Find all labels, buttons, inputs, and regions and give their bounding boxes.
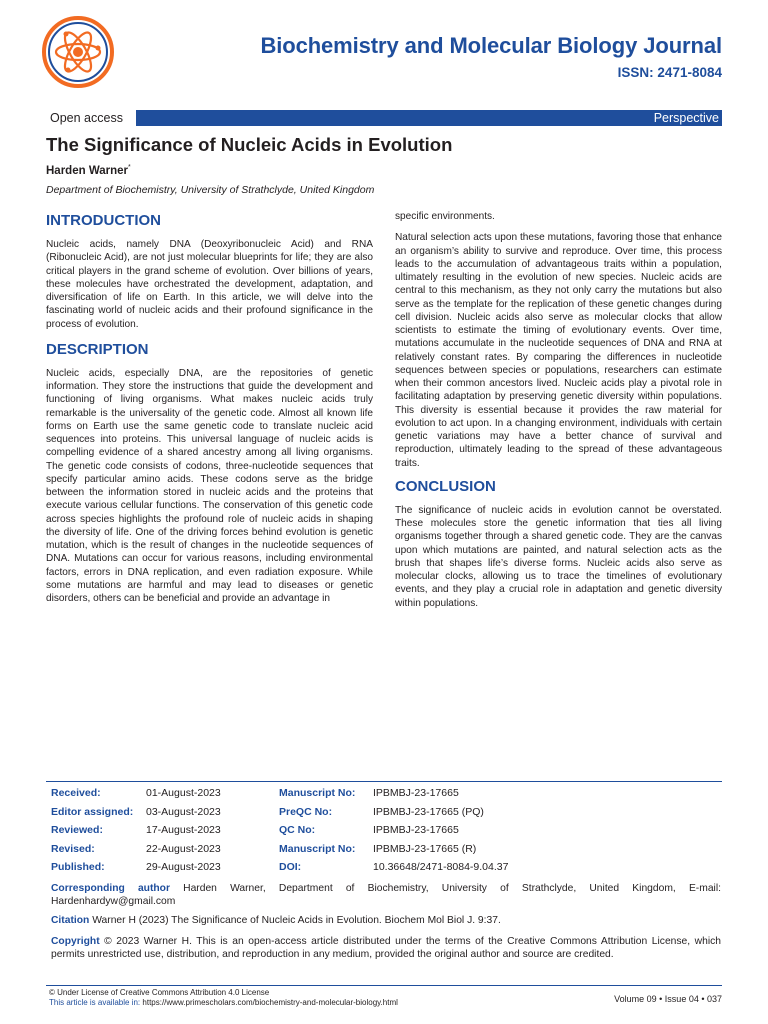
doi-link[interactable]: 10.36648/2471-8084-9.04.37	[373, 861, 509, 874]
introduction-text: Nucleic acids, namely DNA (Deoxyribonucleic Acid) and RNA (Ribonucleic Acid), are not just molecular blueprints for life; they are also critical players in the grand scheme of evolution. Over billions of years, these molecules have orchestrated the development, adaptation, and diversification of life on Earth. In this article, we will delve into the fascinating world of nucleic acids and their profound significance in the process of evolution.	[46, 239, 373, 330]
meta-row	[51, 784, 593, 803]
citation-label: Citation	[51, 915, 90, 926]
availability-label: This article is available in:	[49, 998, 141, 1007]
copyright-label: Copyright	[51, 936, 100, 947]
journal-issn: ISSN: 2471-8084	[617, 65, 722, 80]
meta-row	[51, 840, 593, 859]
meta-label: Received:	[51, 787, 101, 800]
article-history-table	[51, 784, 593, 877]
copyright-text: © 2023 Warner H. This is an open-access article distributed under the terms of the Creative Commons Attribution License, which permits unrestricted use, distribution, and reproduction in any medium, provided the original author and source are credited.	[51, 936, 721, 961]
meta-label: QC No:	[279, 824, 316, 837]
meta-label: Manuscript No:	[279, 787, 356, 800]
description-heading: DESCRIPTION	[46, 340, 149, 358]
meta-row	[51, 803, 593, 822]
author-name	[46, 164, 131, 177]
author-affiliation: Department of Biochemistry, University of Strathclyde, United Kingdom	[46, 184, 375, 196]
meta-divider	[46, 781, 722, 782]
meta-row	[51, 821, 593, 840]
meta-label: Manuscript No:	[279, 842, 356, 855]
journal-title: Biochemistry and Molecular Biology Journal	[260, 33, 722, 58]
meta-label: DOI:	[279, 861, 302, 874]
article-type-label: Perspective	[653, 111, 719, 125]
citation	[51, 914, 721, 927]
right-column	[395, 210, 722, 618]
meta-value: IPBMBJ-23-17665 (R)	[373, 842, 477, 855]
conclusion-text: The significance of nucleic acids in evolution cannot be overstated. These molecules store the genetic information that ties all living organisms together through a shared genetic code. They are the canvas upon which mutations are painted, and natural selection acts as the brush that shapes life’s diverse forms. Nucleic acids also serve as molecular clocks, allowing us to trace the timelines of evolutionary events, and they play a crucial role in adaptation and genetic diversity within populations.	[395, 504, 722, 609]
meta-value: 22-August-2023	[146, 842, 221, 855]
article-type-bar	[46, 110, 722, 126]
meta-value: IPBMBJ-23-17665	[373, 824, 459, 837]
corresponding-author-label: Corresponding author	[51, 883, 170, 894]
meta-label: Revised:	[51, 842, 95, 855]
meta-row	[51, 858, 593, 877]
atom-logo-icon	[40, 14, 116, 90]
author-mark: *	[128, 164, 131, 171]
meta-label: Editor assigned:	[51, 805, 134, 818]
meta-value: IPBMBJ-23-17665	[373, 787, 459, 800]
meta-value: IPBMBJ-23-17665 (PQ)	[373, 805, 484, 818]
volume-issue: Volume 09 • Issue 04 • 037	[614, 994, 722, 1004]
corresponding-author	[51, 882, 721, 908]
description-text-continued: specific environments.	[395, 211, 495, 222]
citation-text: Warner H (2023) The Significance of Nucleic Acids in Evolution. Biochem Mol Biol J. 9:37.	[92, 915, 501, 926]
meta-value: 03-August-2023	[146, 805, 221, 818]
meta-label: PreQC No:	[279, 805, 333, 818]
conclusion-heading: CONCLUSION	[395, 477, 496, 495]
copyright	[51, 935, 721, 961]
description-text: Nucleic acids, especially DNA, are the repositories of genetic information. They store the instructions that guide the development and functioning of living organisms. What makes nucleic acids truly remarkable is the universality of the genetic code. Almost all known life forms on Earth use the same genetic code to translate nucleic acid sequences into proteins. This universal language of nucleic acids is compelling evidence of a shared ancestry among all living organisms. The genetic code consists of codons, three-nucleotide sequences that specify particular amino acids. These codons serve as the bridge between the information stored in nucleic acids and the proteins that execute various cellular functions. The conservation of this genetic code across species highlights the profound role of nucleic acids in shaping the diversity of life. One of the driving forces behind evolution is genetic mutation, which is the result of changes in the nucleotide sequences of DNA. Mutations can occur for various reasons, including environmental factors, errors in DNA replication, and even radiation exposure. While some mutations are harmful and may lead to diseases or genetic disorders, others can be beneficial and provide an advantage in	[46, 367, 373, 604]
open-access-label: Open access	[50, 111, 123, 125]
meta-value: 01-August-2023	[146, 787, 221, 800]
description-text-2: Natural selection acts upon these mutations, favoring those that enhance an organism’s ability to survive and reproduce. Over time, this process leads to the accumulation of advantageous traits within a population, ultimately resulting in the evolution of new species. Nucleic acids are central to this mechanism, as they not only carry the mutations but also serve as the template for the replication of these genetic changes during cell division. Nucleic acids also serve as molecular clocks that allow scientists to estimate the timing of evolutionary events. Over time, mutations accumulate in the nucleotide sequences of DNA and RNA at relatively constant rates. By comparing the differences in nucleotide sequences between species or populations, researchers can estimate when their common ancestors lived. Nucleic acids play a pivotal role in facilitating adaptation by preserving genetic diversity within populations. This diversity is essential because it provides the raw material for evolution to act upon. In a changing environment, individuals with certain genetic variations may have a better chance of survival and reproduction, ultimately leading to the spread of these advantageous traits.	[395, 232, 722, 469]
availability-note	[49, 998, 398, 1007]
introduction-heading: INTRODUCTION	[46, 212, 161, 229]
footer-divider	[46, 985, 722, 986]
license-note: © Under License of Creative Commons Attribution 4.0 License	[49, 988, 270, 997]
left-column	[46, 212, 373, 613]
meta-value: 29-August-2023	[146, 861, 221, 874]
meta-value: 17-August-2023	[146, 824, 221, 837]
meta-label: Reviewed:	[51, 824, 103, 837]
corresponding-author-text: Harden Warner, Department of Biochemistry, University of Strathclyde, United Kingdom, E-mail: Hardenhardyw@gmail.com	[51, 883, 721, 908]
meta-label: Published:	[51, 861, 105, 874]
author-name-text: Harden Warner	[46, 164, 129, 177]
article-title: The Significance of Nucleic Acids in Evolution	[46, 134, 453, 155]
availability-url[interactable]: https://www.primescholars.com/biochemistry-and-molecular-biology.html	[142, 998, 398, 1007]
